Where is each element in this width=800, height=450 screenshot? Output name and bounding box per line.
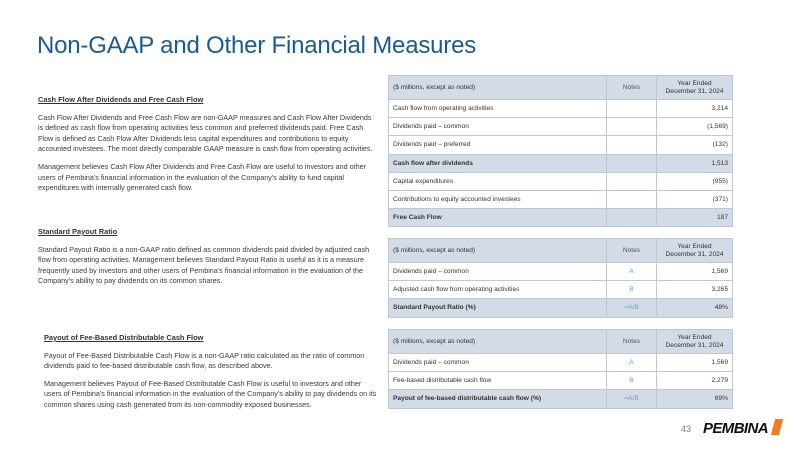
row-value: 1,569 (657, 354, 733, 372)
spr-heading: Standard Payout Ratio (38, 227, 118, 236)
header-label: ($ millions, except as noted) (389, 239, 607, 263)
row-notes (607, 100, 657, 118)
pfbdcf-paragraph-1: Payout of Fee-Based Distributable Cash Flow is a non-GAAP ratio calculated as the ratio of common dividends paid to fee-based distributable cash flow, as described above. (44, 350, 365, 371)
row-value: 1,513 (657, 154, 733, 172)
header-year (657, 76, 733, 100)
row-notes (607, 118, 657, 136)
row-value: 48% (657, 299, 733, 317)
row-notes (607, 209, 657, 227)
row-value: 3,265 (657, 281, 733, 299)
table-row (389, 118, 733, 136)
table-total-row (389, 209, 733, 227)
table-row (389, 100, 733, 118)
row-value: (1,569) (657, 118, 733, 136)
header-year-line1: Year Ended (677, 79, 712, 87)
header-year-line2: December 31, 2024 (665, 250, 724, 258)
row-value: 2,279 (657, 372, 733, 390)
header-year-line2: December 31, 2024 (665, 341, 724, 349)
logo-swoosh-icon (771, 419, 783, 435)
row-notes: =A/B (607, 299, 657, 317)
header-notes: Notes (607, 330, 657, 354)
table-row (389, 190, 733, 208)
row-notes: A (607, 263, 657, 281)
row-label: Adjusted cash flow from operating activities (389, 281, 607, 299)
table-row (389, 281, 733, 299)
page-title: Non-GAAP and Other Financial Measures (37, 32, 477, 59)
header-year (657, 239, 733, 263)
row-value: (955) (657, 172, 733, 190)
logo-text: PEMBINA (703, 420, 768, 437)
row-label: Dividends paid – common (389, 354, 607, 372)
pfbdcf-heading: Payout of Fee-Based Distributable Cash Flow (44, 333, 204, 342)
row-notes: =A/B (607, 390, 657, 408)
cfad-paragraph-2: Management believes Cash Flow After Dividends and Free Cash Flow are useful to investors and other users of Pembina's financial information in the evaluation of the Company's ability to fund capital expenditures with internally generated cash flow. (38, 161, 366, 193)
row-label: Dividends paid – common (389, 263, 607, 281)
cfad-paragraph-1: Cash Flow After Dividends and Free Cash Flow are non-GAAP measures and Cash Flow After Dividends is defined as cash flow from operating activities less common and preferred dividends paid. Free Cash Flow is defined as Cash Flow After Dividends less capital expenditures and contributions to equity accounted investees. The most directly comparable GAAP measure is cash flow from operating activities. (38, 112, 373, 154)
row-value: 3,214 (657, 100, 733, 118)
row-notes (607, 190, 657, 208)
page-number: 43 (681, 424, 692, 434)
fee-based-payout-table (388, 329, 733, 409)
header-year-line1: Year Ended (677, 242, 712, 250)
row-notes: B (607, 372, 657, 390)
row-value: (371) (657, 190, 733, 208)
row-label: Contributions to equity accounted investees (389, 190, 607, 208)
table-row (389, 172, 733, 190)
row-notes: A (607, 354, 657, 372)
row-label: Dividends paid – common (389, 118, 607, 136)
row-label: Free Cash Flow (389, 209, 607, 227)
row-value: 1,569 (657, 263, 733, 281)
spr-section (38, 227, 378, 294)
table-row (389, 136, 733, 154)
row-label: Fee-based distributable cash flow (389, 372, 607, 390)
header-year (657, 330, 733, 354)
row-label: Capital expenditures (389, 172, 607, 190)
header-label: ($ millions, except as noted) (389, 76, 607, 100)
header-notes: Notes (607, 76, 657, 100)
table-row (389, 263, 733, 281)
table-total-row (389, 154, 733, 172)
cash-flow-table (388, 75, 733, 227)
pfbdcf-paragraph-2: Management believes Payout of Fee-Based Distributable Cash Flow is useful to investors and other users of Pembina's financial information in the evaluation of the Company's ability to pay dividends on its common shares using cash generated from its non-commodity exposed businesses. (44, 378, 377, 409)
pembina-logo (703, 419, 781, 437)
row-label: Payout of fee-based distributable cash flow (%) (389, 390, 607, 408)
row-label: Cash flow after dividends (389, 154, 607, 172)
table-row (389, 372, 733, 390)
table-header-row (389, 239, 733, 263)
table-total-row (389, 390, 733, 408)
row-notes (607, 136, 657, 154)
table-header-row (389, 76, 733, 100)
pfbdcf-section (44, 333, 380, 418)
table-row (389, 354, 733, 372)
table-header-row (389, 330, 733, 354)
row-notes: B (607, 281, 657, 299)
header-label: ($ millions, except as noted) (389, 330, 607, 354)
row-value: 187 (657, 209, 733, 227)
row-label: Standard Payout Ratio (%) (389, 299, 607, 317)
header-year-line1: Year Ended (677, 333, 712, 341)
spr-paragraph-1: Standard Payout Ratio is a non-GAAP ratio defined as common dividends paid divided by adjusted cash flow from operating activities. Management believes Standard Payout Ratio is useful as it is a measure frequently used by investors and other users of Pembina's financial information in the evaluation of the Company's ability to pay dividends on its common shares. (38, 244, 370, 286)
header-notes: Notes (607, 239, 657, 263)
row-notes (607, 172, 657, 190)
cfad-heading: Cash Flow After Dividends and Free Cash Flow (38, 95, 204, 104)
row-value: (132) (657, 136, 733, 154)
row-value: 69% (657, 390, 733, 408)
row-label: Cash flow from operating activities (389, 100, 607, 118)
standard-payout-table (388, 238, 733, 318)
header-year-line2: December 31, 2024 (665, 87, 724, 95)
row-label: Dividends paid – preferred (389, 136, 607, 154)
table-total-row (389, 299, 733, 317)
row-notes (607, 154, 657, 172)
cfad-section (38, 95, 378, 201)
